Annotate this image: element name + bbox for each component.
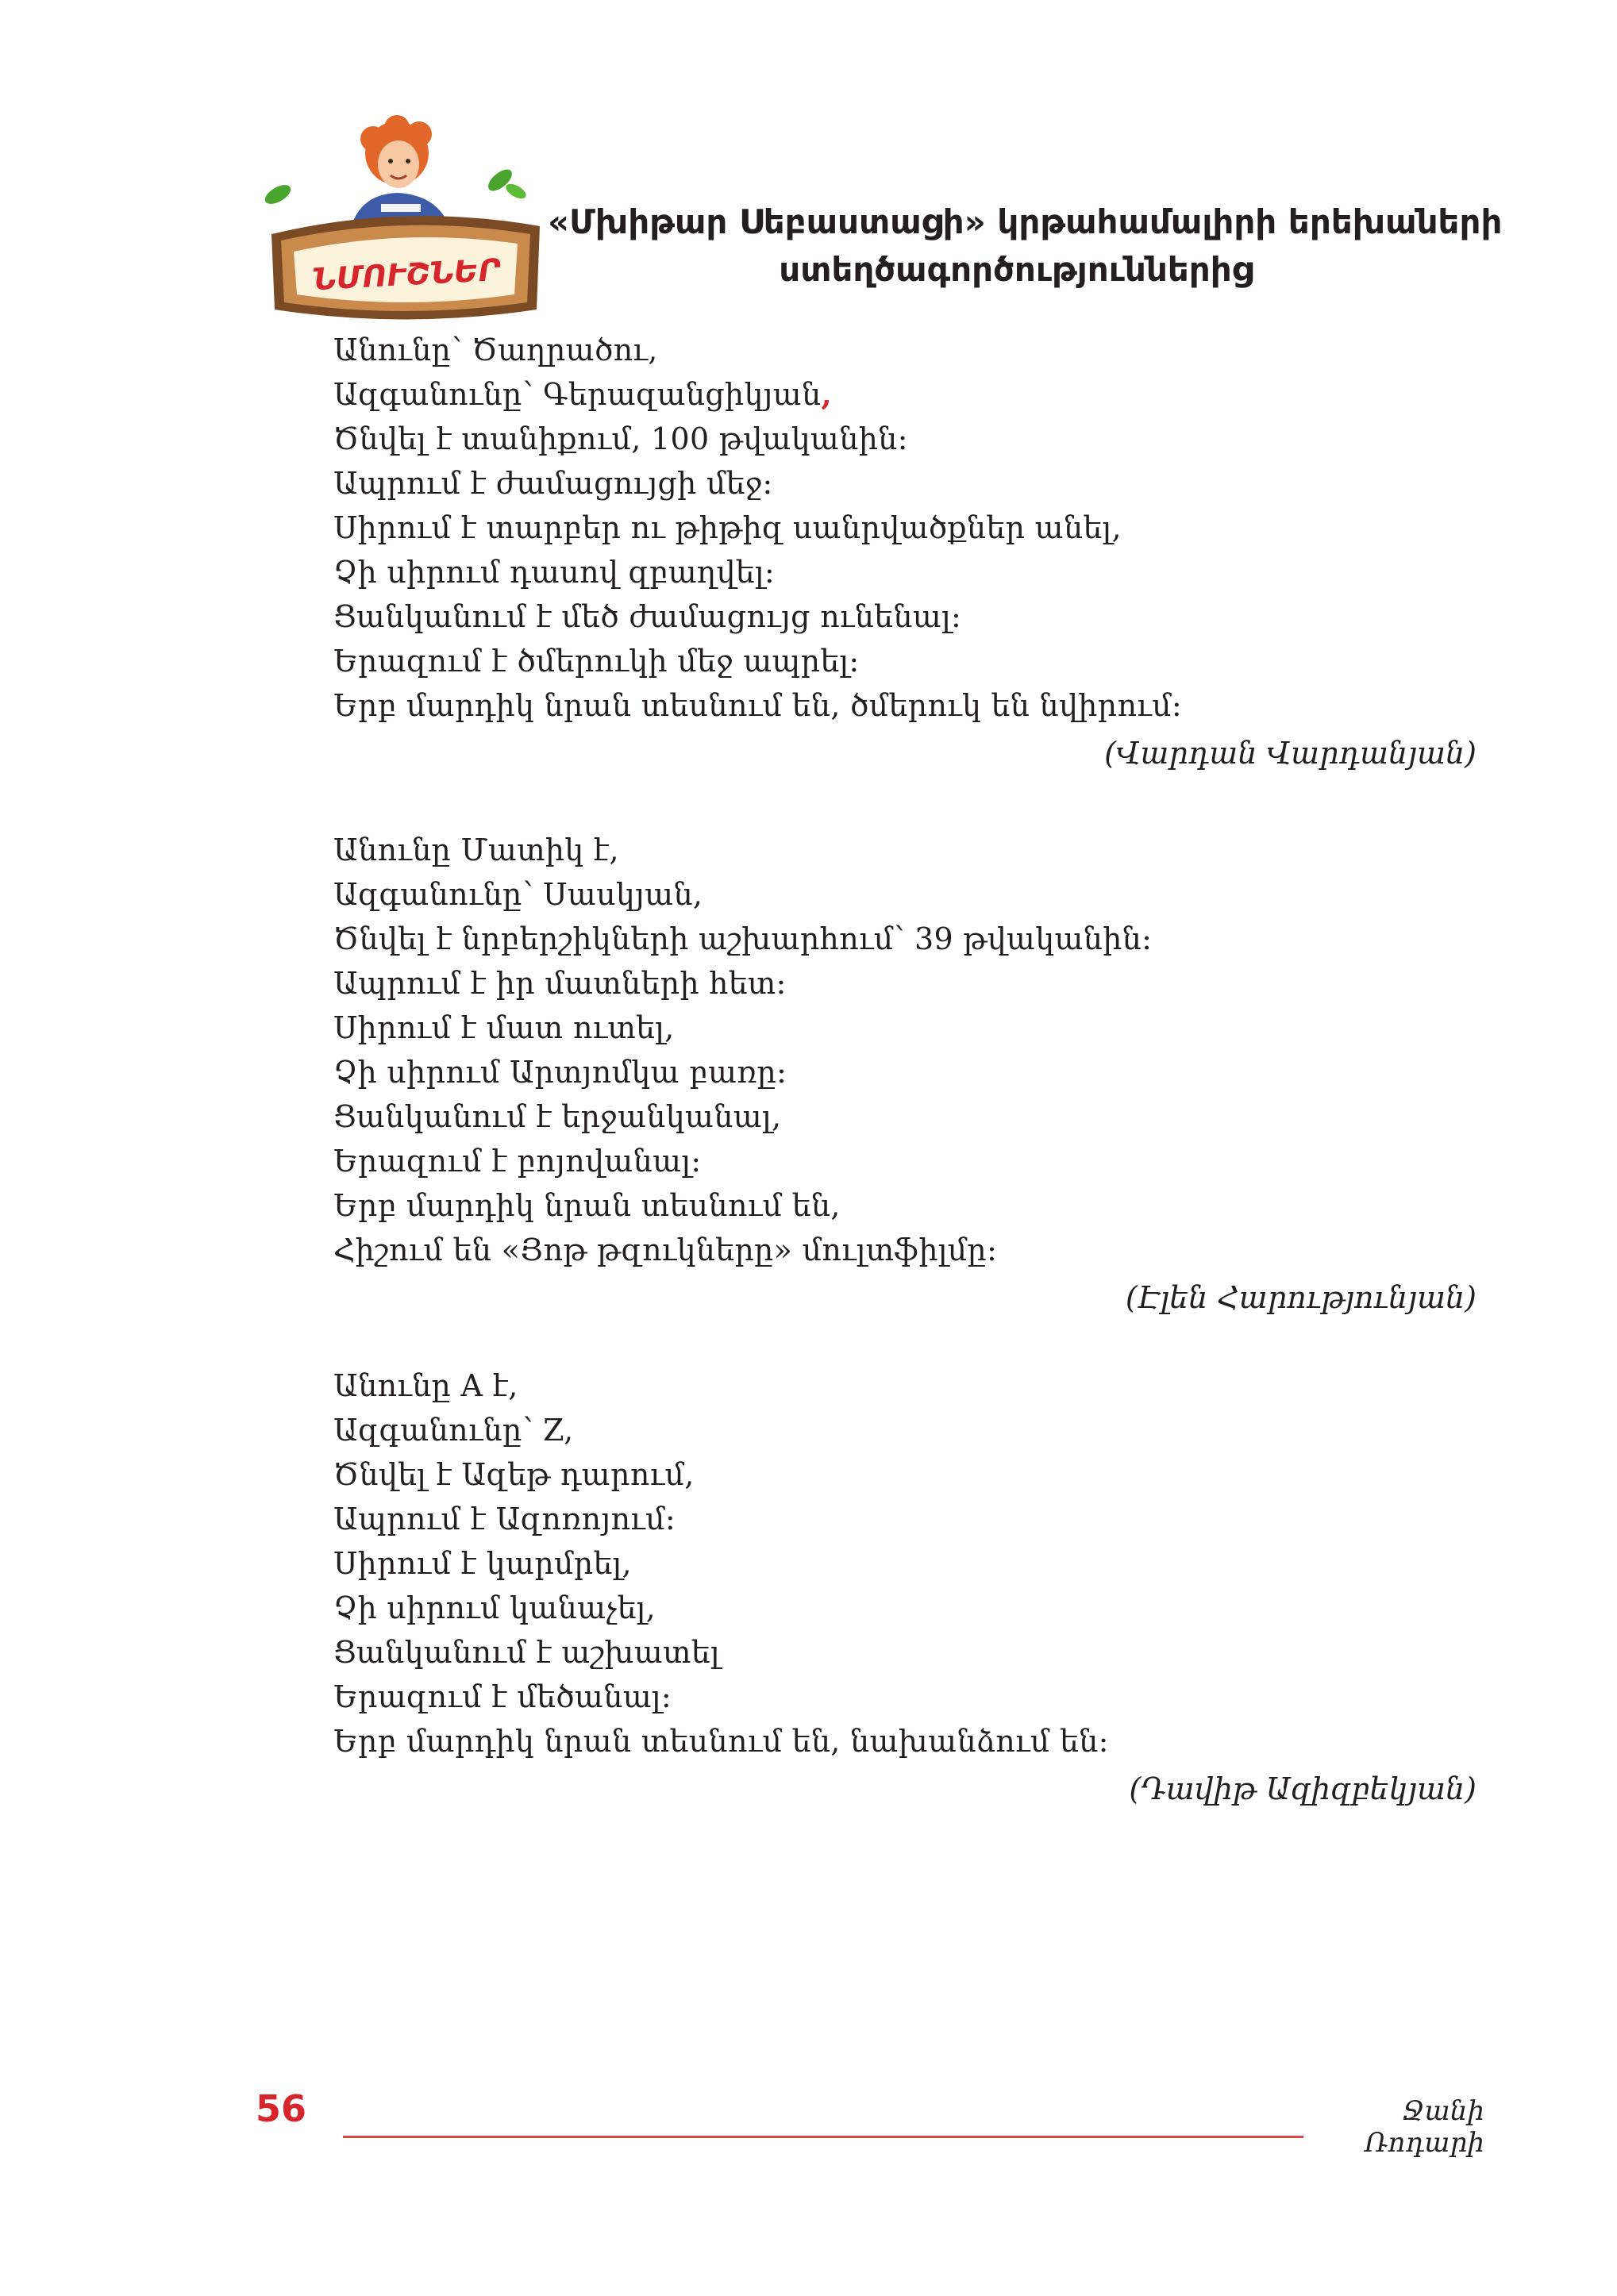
poem-line: Սիրում է մատ ուտել, [333,1010,675,1045]
poem-line: Երբ մարդիկ նրան տեսնում են, [333,1188,841,1223]
poem-line [333,372,1476,417]
poem-3 [333,1363,1476,1811]
poem-line: Չի սիրում կանաչել, [333,1590,656,1625]
poem-line: Հիշում են «Յոթ թզուկները» մուլտֆիլմը։ [333,1233,998,1267]
poem-line: Երազում է բոյովանալ։ [333,1144,702,1179]
title-line-1: «Մխիթար Սեբաստացի» կրթահամալիրի երեխաների [548,202,1503,241]
poem-line: Սիրում է տարբեր ու թիթիզ սանրվածքներ անել, [333,510,1122,545]
poem-line: Երբ մարդիկ նրան տեսնում են, ծմերուկ են նվիրում։ [333,688,1183,723]
poem-line: Ազգանունը՝ Z, [333,1413,574,1448]
poem-line: Ապրում է իր մատների հետ։ [333,966,787,1001]
poem-line: Անունը A է, [333,1368,518,1403]
poem-1 [333,328,1476,775]
red-comma: , [821,376,832,412]
poem-author: (Վարդան Վարդանյան) [1104,736,1476,771]
poem-line: Ազգանունը՝ Սասկյան, [333,877,703,912]
poem-line: Ծնվել է նրբերշիկների աշխարհում՝ 39 թվականին։ [333,921,1153,956]
poem-line: Ցանկանում է աշխատել [333,1635,720,1670]
journal-title: Ջանի Ռոդարի [1365,2095,1484,2159]
poem-line-text: Ազգանունը՝ Գերազանցիկյան [333,377,822,412]
poem-2 [333,828,1476,1320]
poem-line: Չի սիրում Արտյոմկա բառը։ [333,1055,787,1090]
page-title [548,198,1503,294]
poem-line: Ցանկանում է երջանկանալ, [333,1099,782,1134]
poem-line: Երազում է մեծանալ։ [333,1679,672,1714]
poem-line: Ծնվել է Ազեթ դարում, [333,1457,695,1492]
poem-line: Սիրում է կարմրել, [333,1546,632,1581]
poem-author: (Դավիթ Ազիզբեկյան) [1129,1771,1476,1806]
footer-divider [343,2136,1303,2138]
poem-line: Երբ մարդիկ նրան տեսնում են, նախանձում են։ [333,1724,1109,1759]
poem-line: Չի սիրում դասով զբաղվել։ [333,555,776,590]
logo-text: ՆՄՈՒՇՆԵՐ [311,252,502,298]
poem-line: Անունը Մատիկ է, [333,833,619,867]
poem-line: Ծնվել է տանիքում, 100 թվականին։ [333,421,908,456]
poem-line: Ցանկանում է մեծ ժամացույց ունենալ։ [333,599,962,634]
poem-author: (Էլեն Հարությունյան) [1125,1280,1476,1315]
page-number: 56 [256,2087,307,2130]
poem-line: Անունը՝ Ծաղրածու, [333,333,658,367]
poem-line: Ապրում է Ազոռոյում։ [333,1502,676,1536]
poem-line: Ապրում է ժամացույցի մեջ։ [333,466,773,501]
poem-line: Երազում է ծմերուկի մեջ ապրել։ [333,644,860,679]
notebook-logo [262,115,548,329]
title-line-2: ստեղծագործություններից [779,250,1253,289]
